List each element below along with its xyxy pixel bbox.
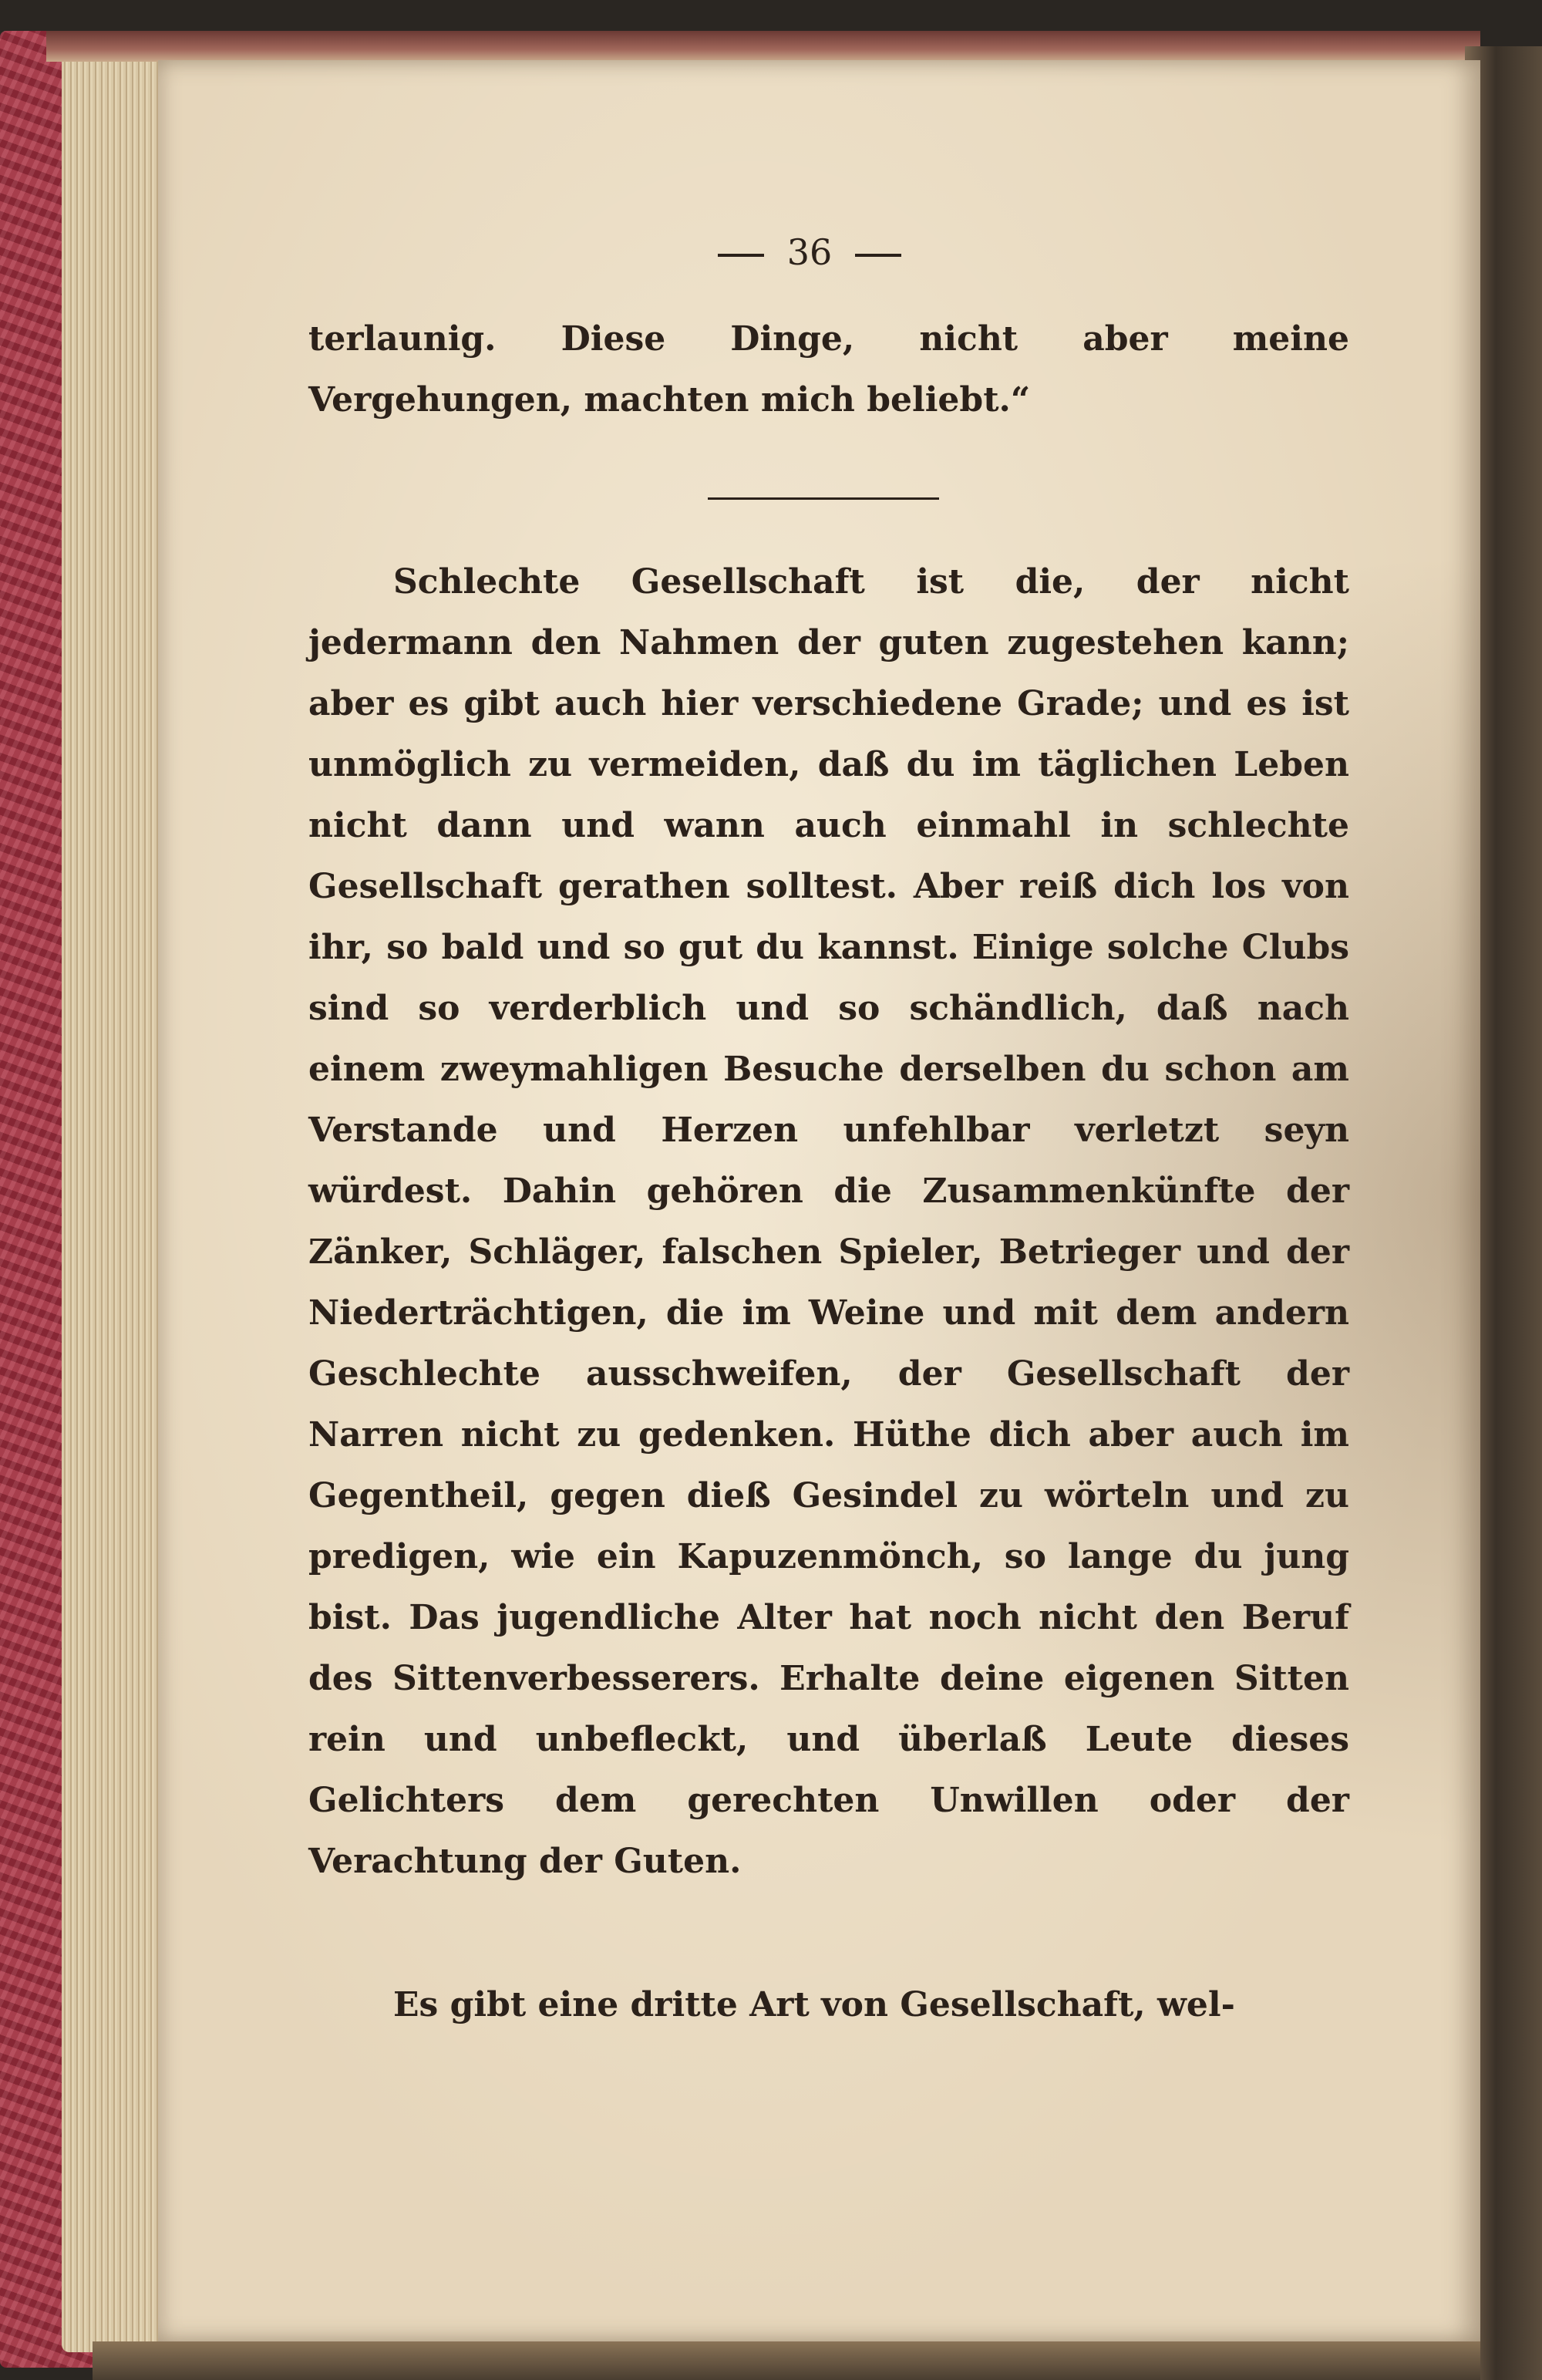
page-number-text: 36 [786,231,833,273]
page-number-right-dash [855,254,901,257]
main-paragraph-text: Schlechte Gesellschaft ist die, der nicht jedermann den Nahmen der guten zugestehen kann; aber es gibt auch hier verschiedene Grade; und es ist unmöglich zu vermeiden, daß du im täglichen Leben nicht dann und wann auch einmahl in schlechte Gesellschaft gerathen solltest. Aber reiß dich los von ihr, so bald und so gut du kannst. Einige solche Clubs sind so verderblich und so schändlich, daß nach einem zweymahligen Besuche derselben du schon am Verstande und Herzen unfehlbar verletzt seyn würdest. Dahin gehören die Zusammenkünfte der Zänker, Schläger, falschen Spieler, Betrieger und der Niederträchtigen, die im Weine und mit dem andern Geschlechte ausschweifen, der Gesellschaft der Narren nicht zu gedenken. Hüthe dich aber auch im Gegentheil, gegen dieß Gesindel zu wörteln und zu predigen, wie ein Kapuzenmönch, so lange du jung bist. Das jugendliche Alter hat noch nicht den Beruf des Sittenverbesserers. Erhalte deine eigenen Sitten rein und unbefleckt, und überlaß Leute dieses Gelichters dem gerechten Unwillen oder der Verachtung der Guten. [308,562,1349,1881]
cover-top-edge [46,31,1480,62]
page-number-left-dash [718,254,764,257]
next-paragraph-text: Es gibt eine dritte Art von Gesellschaft, wel- [393,1985,1235,2024]
continuation-paragraph [308,308,1349,430]
page-number [678,231,941,293]
cover-bottom-edge [93,2341,1480,2380]
continuation-text: terlaunig. Diese Dinge, nicht aber meine Vergehungen, machten mich beliebt.“ [308,319,1349,420]
next-paragraph-start [308,1974,1349,2035]
page-block-edges [62,46,162,2352]
main-paragraph [308,551,1349,1892]
section-divider [708,497,939,500]
